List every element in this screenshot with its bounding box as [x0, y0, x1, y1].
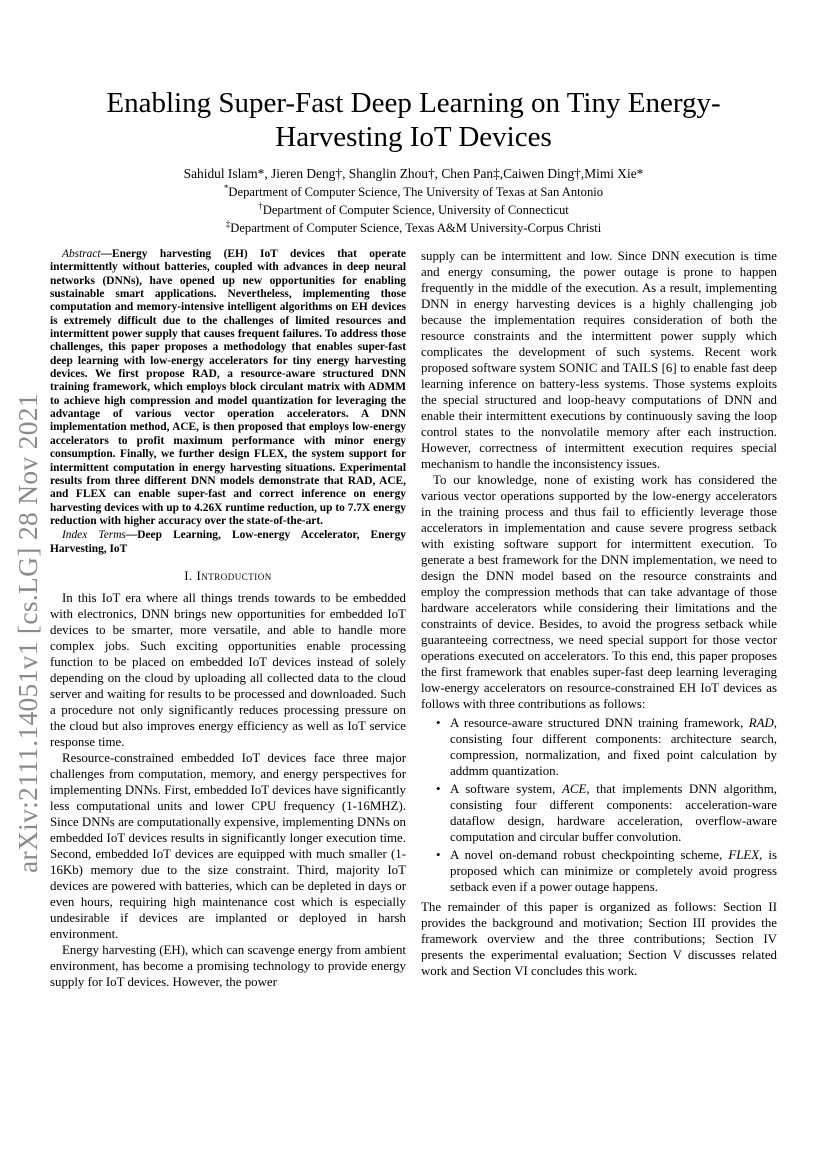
affiliation-text: Department of Computer Science, Texas A&M University-Corpus Christi [230, 221, 602, 235]
abstract-text: —Energy harvesting (EH) IoT devices that operate intermittently without batteries, coupled with advances in deep neural networks (DNNs), have opened up new opportunities for enabling sustainable smart applications. Nevertheless, implementing those computation and memory-intensive intelligent algorithms on EH devices is extremely difficult due to the challenges of limited resources and intermittent power supply that causes frequent failures. To address those challenges, this paper proposes a methodology that enables super-fast deep learning with low-energy accelerators for tiny energy harvesting devices. We first propose RAD, a resource-aware structured DNN training framework, which employs block circulant matrix with ADMM to achieve high compression and model quantization for leveraging the advantage of various vector operation accelerators. A DNN implementation method, ACE, is then proposed that employs low-energy accelerators to profit maximum performance with minor energy consumption. Finally, we further design FLEX, the system support for intermittent computation in energy harvesting situations. Experimental results from three different DNN models demonstrate that RAD, ACE, and FLEX can enable super-fast and correct inference on energy harvesting devices with up to 4.26X runtime reduction, up to 7.7X energy reduction with higher accuracy over the state-of-the-art. [50, 248, 406, 527]
affiliation-text: Department of Computer Science, The University of Texas at San Antonio [228, 185, 604, 199]
list-item [436, 847, 777, 895]
section-title: Introduction [196, 568, 272, 583]
section-number: I. [184, 568, 193, 583]
paragraph: supply can be intermittent and low. Since DNN execution is time and energy consuming, the power outage is prone to happen frequently in the middle of the execution. As a result, implementing DNN in energy harvesting devices is a highly challenging job because the implementation requires consideration of both the resource constraints and the intermittent power supply which complicates the development of such systems. Recent work proposed software system SONIC and TAILS [6] to enable fast deep learning inference on battery-less systems. Those systems exploits the special structured and loop-heavy computations of DNN and enable their intermittent executions by continuously saving the loop control states to the nonvolatile memory after each instruction. However, correctness of intermittent execution requires special mechanism to handle the inconsistency issues. [421, 249, 777, 471]
contribution-list [421, 715, 777, 895]
paragraph: To our knowledge, none of existing work has considered the various vector operations supported by the low-energy accelerators in the training process and thus fail to efficiently leverage those accelerators in implementation and cause severe progress setback with existing software support for intermittent execution. To generate a best framework for the DNN implementation, we need to design the DNN model based on the resource constraints and employ the compression methods that can take advantage of those hardware accelerators while considering their limitations and the constraints of device. Besides, to avoid the progress setback while guaranteeing correctness, we need special support for those vector operations executed on accelerators. To this end, this paper proposes the first framework that enables super-fast deep learning leveraging low-energy accelerators on resource-constrained EH IoT devices as follows with three contributions as follows: [421, 473, 777, 711]
bullet-text: A software system, [450, 782, 562, 796]
list-item [436, 715, 777, 779]
right-column [421, 248, 777, 979]
abstract-label: Abstract [62, 248, 101, 260]
bullet-text: , that implements DNN algorithm, consisting four different components: acceleration-ware dataflow design, hardware acceleration, overflow-aware computation and circular buffer convolution. [450, 782, 777, 844]
abstract [50, 248, 406, 528]
affiliation-2 [60, 200, 767, 218]
bullet-icon: • [436, 716, 441, 730]
bullet-term: ACE [562, 782, 587, 796]
paragraph: In this IoT era where all things trends towards to be embedded with electronics, DNN brings new opportunities for embedded IoT devices to be smarter, more versatile, and able to handle more complex jobs. Such exciting opportunities enable processing function to be placed on embedded IoT devices instead of solely depending on the cloud by uploading all collected data to the cloud server and waiting for results to be processed and downloaded. Such a procedure not only significantly reduces processing pressure on the cloud but also improves energy efficiency as well as IoT service response time. [50, 590, 406, 749]
bullet-icon: • [436, 782, 441, 796]
list-item [436, 781, 777, 845]
affiliation-3 [60, 218, 767, 236]
bullet-icon: • [436, 848, 441, 862]
paragraph: Resource-constrained embedded IoT devices face three major challenges from computation, memory, and energy perspectives for implementing DNNs. First, embedded IoT devices have significantly less computational units and lower CPU frequency (1-16MHZ). Since DNNs are computationally expensive, implementing DNNs on embedded IoT devices results in significantly longer execution time. Second, embedded IoT devices are equipped with much smaller (1-16Kb) memory due to the size constraint. Third, majority IoT devices are powered with batteries, which can be depleted in days or even hours, requiring high maintenance cost which is especially undesirable if devices are implanted or deployed in harsh environment. [50, 750, 406, 941]
affiliation-1 [60, 182, 767, 200]
bullet-term: FLEX [728, 848, 760, 862]
bullet-text: , is proposed which can minimize or completely avoid progress setback even if a power outage happens. [450, 848, 777, 894]
paper-title: Enabling Super-Fast Deep Learning on Tiny Energy-Harvesting IoT Devices [106, 87, 721, 153]
affiliation-text: Department of Computer Science, University of Connecticut [262, 203, 569, 217]
bullet-text: A novel on-demand robust checkpointing scheme, [450, 848, 729, 862]
index-terms [50, 529, 406, 556]
affiliation-mark: † [258, 200, 263, 211]
paragraph: Energy harvesting (EH), which can scavenge energy from ambient environment, has become a promising technology to provide energy supply for IoT devices. However, the power [50, 942, 406, 989]
author-list: Sahidul Islam*, Jieren Deng†, Shanglin Zhou†, Chen Pan‡,Caiwen Ding†,Mimi Xie* [183, 166, 644, 181]
bullet-term: RAD [748, 716, 774, 730]
index-terms-text: —Deep Learning, Low-energy Accelerator, Energy Harvesting, IoT [50, 529, 406, 555]
bullet-text: , consisting four different components: architecture search, compression, normalization, and fixed point calculation by addmm quantization. [450, 716, 777, 778]
affiliation-mark: * [223, 182, 229, 193]
arxiv-watermark: arXiv:2111.14051v1 [cs.LG] 28 Nov 2021 [12, 393, 43, 873]
section-heading [50, 568, 406, 584]
paragraph: The remainder of this paper is organized as follows: Section II provides the background and motivation; Section III provides the framework overview and the three contributions; Section IV presents the experimental evaluation; Section V discusses related work and Section VI concludes this work. [421, 900, 777, 978]
bullet-text: A resource-aware structured DNN training framework, [450, 716, 749, 730]
index-terms-label: Index Terms [62, 529, 126, 542]
left-column [50, 248, 406, 990]
affiliation-mark: ‡ [225, 218, 231, 229]
